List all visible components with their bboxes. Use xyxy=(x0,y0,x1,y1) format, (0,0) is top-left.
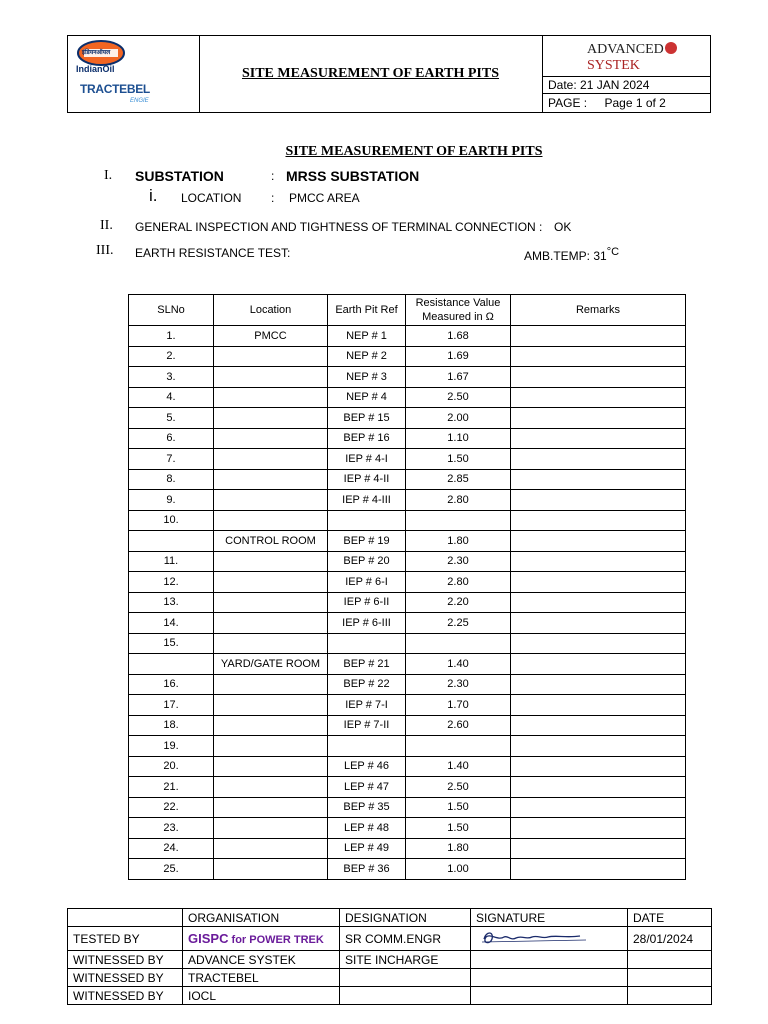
cell-slno: 14. xyxy=(129,613,214,634)
advanced-systek-logo xyxy=(587,42,710,74)
cell-pit-ref: BEP # 20 xyxy=(328,551,406,572)
cell-remarks xyxy=(511,654,686,675)
table-row xyxy=(129,592,686,613)
cell-remarks xyxy=(511,736,686,757)
cell-slno: 20. xyxy=(129,756,214,777)
cell-location xyxy=(214,592,328,613)
signoff-designation: SITE INCHARGE xyxy=(340,951,471,969)
cell-resistance: 1.50 xyxy=(406,797,511,818)
table-row xyxy=(129,818,686,839)
cell-pit-ref xyxy=(328,633,406,654)
table-row xyxy=(129,346,686,367)
cell-location: YARD/GATE ROOM xyxy=(214,654,328,675)
cell-remarks xyxy=(511,797,686,818)
signoff-date xyxy=(628,987,712,1005)
cell-remarks xyxy=(511,695,686,716)
location-label: LOCATION xyxy=(181,191,242,205)
cell-pit-ref: BEP # 35 xyxy=(328,797,406,818)
table-row xyxy=(129,715,686,736)
signoff-row xyxy=(68,969,712,987)
signoff-role: WITNESSED BY xyxy=(68,951,183,969)
table-row xyxy=(129,777,686,798)
cell-resistance xyxy=(406,633,511,654)
signoff-org xyxy=(183,927,340,951)
page-value: Page 1 of 2 xyxy=(604,96,666,110)
table-row xyxy=(129,408,686,429)
signoff-org: IOCL xyxy=(183,987,340,1005)
cell-remarks xyxy=(511,449,686,470)
cell-location xyxy=(214,572,328,593)
cell-remarks xyxy=(511,572,686,593)
cell-pit-ref: IEP # 4-II xyxy=(328,469,406,490)
cell-slno: 25. xyxy=(129,859,214,880)
table-row xyxy=(129,654,686,675)
cell-resistance: 1.80 xyxy=(406,838,511,859)
signoff-designation xyxy=(340,969,471,987)
table-row xyxy=(129,797,686,818)
cell-resistance: 2.25 xyxy=(406,613,511,634)
cell-slno: 10. xyxy=(129,510,214,531)
cell-remarks xyxy=(511,674,686,695)
table-row xyxy=(129,859,686,880)
cell-slno: 24. xyxy=(129,838,214,859)
signoff-signature xyxy=(471,969,628,987)
signoff-header-row xyxy=(68,909,712,927)
cell-location xyxy=(214,346,328,367)
section-ii-number: II. xyxy=(100,218,113,233)
signoff-org: TRACTEBEL xyxy=(183,969,340,987)
cell-resistance: 2.50 xyxy=(406,387,511,408)
cell-remarks xyxy=(511,859,686,880)
table-row xyxy=(129,633,686,654)
cell-pit-ref: IEP # 6-I xyxy=(328,572,406,593)
cell-slno: 5. xyxy=(129,408,214,429)
cell-pit-ref: LEP # 46 xyxy=(328,756,406,777)
cell-location xyxy=(214,469,328,490)
cell-slno: 17. xyxy=(129,695,214,716)
header-title-cell xyxy=(199,36,543,112)
cell-remarks xyxy=(511,490,686,511)
substation-colon: : xyxy=(271,169,275,183)
signature-icon xyxy=(476,927,596,947)
cell-location xyxy=(214,551,328,572)
signoff-org-main: GISPC xyxy=(188,931,229,946)
col-header-location: Location xyxy=(214,295,328,326)
signoff-signature xyxy=(471,927,628,951)
section-iii-number: III. xyxy=(96,243,114,258)
cell-location xyxy=(214,633,328,654)
cell-resistance: 2.20 xyxy=(406,592,511,613)
table-row xyxy=(129,736,686,757)
signoff-header-date: DATE xyxy=(628,909,712,927)
advanced-logo-text: ADVANCED xyxy=(587,42,664,57)
cell-slno: 6. xyxy=(129,428,214,449)
col-header-slno: SLNo xyxy=(129,295,214,326)
cell-pit-ref xyxy=(328,736,406,757)
cell-location xyxy=(214,818,328,839)
section-i-number: I. xyxy=(104,168,113,183)
cell-slno: 23. xyxy=(129,818,214,839)
signoff-designation: SR COMM.ENGR xyxy=(340,927,471,951)
header-title: SITE MEASUREMENT OF EARTH PITS xyxy=(241,66,499,81)
signoff-row xyxy=(68,951,712,969)
cell-resistance: 1.40 xyxy=(406,756,511,777)
signoff-role: TESTED BY xyxy=(68,927,183,951)
cell-remarks xyxy=(511,613,686,634)
table-header-row xyxy=(129,295,686,326)
cell-remarks xyxy=(511,428,686,449)
cell-slno: 12. xyxy=(129,572,214,593)
cell-location xyxy=(214,838,328,859)
amb-temp-value: AMB.TEMP: 31 xyxy=(524,249,607,263)
cell-slno: 7. xyxy=(129,449,214,470)
table-row xyxy=(129,387,686,408)
cell-location xyxy=(214,756,328,777)
table-row xyxy=(129,469,686,490)
cell-remarks xyxy=(511,715,686,736)
cell-location xyxy=(214,777,328,798)
col-header-pit-ref: Earth Pit Ref xyxy=(328,295,406,326)
table-row xyxy=(129,838,686,859)
col-header-resistance: Resistance Value Measured in Ω xyxy=(406,295,511,326)
cell-location xyxy=(214,387,328,408)
table-row xyxy=(129,449,686,470)
signoff-role: WITNESSED BY xyxy=(68,987,183,1005)
substation-value: MRSS SUBSTATION xyxy=(286,168,420,184)
amb-temp-unit: °C xyxy=(606,246,620,258)
cell-pit-ref: BEP # 21 xyxy=(328,654,406,675)
cell-location xyxy=(214,449,328,470)
cell-slno xyxy=(129,531,214,552)
cell-remarks xyxy=(511,756,686,777)
signoff-designation xyxy=(340,987,471,1005)
cell-location xyxy=(214,490,328,511)
signoff-date xyxy=(628,969,712,987)
table-row xyxy=(129,367,686,388)
cell-resistance: 1.80 xyxy=(406,531,511,552)
page-label: PAGE : xyxy=(548,96,588,110)
cell-location xyxy=(214,674,328,695)
cell-slno: 11. xyxy=(129,551,214,572)
cell-resistance: 1.40 xyxy=(406,654,511,675)
location-colon: : xyxy=(271,191,275,205)
earth-resistance-label: EARTH RESISTANCE TEST: xyxy=(135,246,291,260)
cell-location xyxy=(214,367,328,388)
cell-remarks xyxy=(511,510,686,531)
cell-pit-ref: NEP # 4 xyxy=(328,387,406,408)
earth-pit-table xyxy=(128,294,686,880)
signoff-date xyxy=(628,951,712,969)
cell-remarks xyxy=(511,346,686,367)
cell-pit-ref: LEP # 49 xyxy=(328,838,406,859)
cell-location xyxy=(214,510,328,531)
cell-resistance xyxy=(406,736,511,757)
signoff-row xyxy=(68,987,712,1005)
cell-location xyxy=(214,408,328,429)
cell-resistance: 2.85 xyxy=(406,469,511,490)
cell-pit-ref: BEP # 36 xyxy=(328,859,406,880)
cell-pit-ref: IEP # 7-II xyxy=(328,715,406,736)
cell-slno: 16. xyxy=(129,674,214,695)
cell-pit-ref xyxy=(328,510,406,531)
cell-resistance xyxy=(406,510,511,531)
signoff-header-designation: DESIGNATION xyxy=(340,909,471,927)
cell-slno: 9. xyxy=(129,490,214,511)
cell-resistance: 2.00 xyxy=(406,408,511,429)
cell-slno: 22. xyxy=(129,797,214,818)
cell-pit-ref: IEP # 4-III xyxy=(328,490,406,511)
cell-slno: 2. xyxy=(129,346,214,367)
cell-remarks xyxy=(511,387,686,408)
inspection-value: OK xyxy=(554,220,572,234)
cell-remarks xyxy=(511,408,686,429)
cell-remarks xyxy=(511,551,686,572)
cell-remarks xyxy=(511,633,686,654)
signoff-org-suffix: for POWER TREK xyxy=(228,934,324,946)
cell-resistance: 2.80 xyxy=(406,490,511,511)
cell-location xyxy=(214,736,328,757)
signoff-header-blank xyxy=(68,909,183,927)
cell-slno: 18. xyxy=(129,715,214,736)
subsection-i-number: i. xyxy=(149,186,158,205)
cell-pit-ref: LEP # 47 xyxy=(328,777,406,798)
cell-remarks xyxy=(511,818,686,839)
cell-resistance: 2.60 xyxy=(406,715,511,736)
cell-pit-ref: IEP # 6-III xyxy=(328,613,406,634)
table-row xyxy=(129,695,686,716)
signoff-header-signature: SIGNATURE xyxy=(471,909,628,927)
cell-pit-ref: NEP # 2 xyxy=(328,346,406,367)
cell-location: CONTROL ROOM xyxy=(214,531,328,552)
cell-resistance: 2.30 xyxy=(406,551,511,572)
cell-pit-ref: IEP # 6-II xyxy=(328,592,406,613)
signoff-date: 28/01/2024 xyxy=(628,927,712,951)
cell-resistance: 1.69 xyxy=(406,346,511,367)
col-header-remarks: Remarks xyxy=(511,295,686,326)
document-header xyxy=(67,35,711,113)
cell-pit-ref: NEP # 1 xyxy=(328,326,406,347)
cell-resistance: 1.50 xyxy=(406,818,511,839)
cell-remarks xyxy=(511,326,686,347)
cell-location xyxy=(214,715,328,736)
document-title: SITE MEASUREMENT OF EARTH PITS xyxy=(285,144,543,159)
cell-slno: 4. xyxy=(129,387,214,408)
cell-remarks xyxy=(511,777,686,798)
cell-slno: 21. xyxy=(129,777,214,798)
table-body xyxy=(129,326,686,880)
cell-resistance: 1.67 xyxy=(406,367,511,388)
cell-pit-ref: NEP # 3 xyxy=(328,367,406,388)
cell-pit-ref: BEP # 19 xyxy=(328,531,406,552)
table-row xyxy=(129,510,686,531)
cell-slno: 15. xyxy=(129,633,214,654)
tractebel-logo-text: TRACTEBEL xyxy=(80,82,150,96)
cell-remarks xyxy=(511,838,686,859)
signoff-signature xyxy=(471,987,628,1005)
contractor-logo-cell xyxy=(543,36,710,77)
cell-location xyxy=(214,695,328,716)
cell-location: PMCC xyxy=(214,326,328,347)
cell-location xyxy=(214,797,328,818)
cell-pit-ref: BEP # 22 xyxy=(328,674,406,695)
table-row xyxy=(129,490,686,511)
client-logos-cell xyxy=(68,36,200,112)
cell-slno: 13. xyxy=(129,592,214,613)
cell-resistance: 1.10 xyxy=(406,428,511,449)
cell-remarks xyxy=(511,531,686,552)
systek-logo-text: SYSTEK xyxy=(587,58,640,73)
indianoil-logo-text: IndianOil xyxy=(76,64,115,74)
logo-circle-icon xyxy=(665,42,677,54)
signoff-header-org: ORGANISATION xyxy=(183,909,340,927)
table-row xyxy=(129,613,686,634)
cell-resistance: 1.50 xyxy=(406,449,511,470)
cell-pit-ref: IEP # 4-I xyxy=(328,449,406,470)
cell-pit-ref: LEP # 48 xyxy=(328,818,406,839)
table-row xyxy=(129,756,686,777)
table-row xyxy=(129,674,686,695)
table-row xyxy=(129,572,686,593)
cell-slno: 1. xyxy=(129,326,214,347)
cell-resistance: 2.50 xyxy=(406,777,511,798)
signoff-signature xyxy=(471,951,628,969)
cell-slno xyxy=(129,654,214,675)
inspection-label: GENERAL INSPECTION AND TIGHTNESS OF TERMINAL CONNECTION : xyxy=(135,220,543,234)
table-row xyxy=(129,531,686,552)
cell-resistance: 2.30 xyxy=(406,674,511,695)
cell-location xyxy=(214,428,328,449)
cell-slno: 8. xyxy=(129,469,214,490)
signoff-org: ADVANCE SYSTEK xyxy=(183,951,340,969)
header-date: Date: 21 JAN 2024 xyxy=(543,76,710,94)
cell-resistance: 2.80 xyxy=(406,572,511,593)
location-value: PMCC AREA xyxy=(289,191,360,205)
substation-label: SUBSTATION xyxy=(135,168,224,184)
cell-remarks xyxy=(511,469,686,490)
cell-pit-ref: BEP # 16 xyxy=(328,428,406,449)
cell-slno: 19. xyxy=(129,736,214,757)
signoff-role: WITNESSED BY xyxy=(68,969,183,987)
header-page xyxy=(543,95,710,112)
cell-resistance: 1.68 xyxy=(406,326,511,347)
cell-pit-ref: BEP # 15 xyxy=(328,408,406,429)
engie-logo-text: ENGIE xyxy=(130,98,149,104)
signoff-table xyxy=(67,908,712,1005)
cell-location xyxy=(214,613,328,634)
amb-temp xyxy=(524,246,619,263)
cell-pit-ref: IEP # 7-I xyxy=(328,695,406,716)
cell-resistance: 1.00 xyxy=(406,859,511,880)
cell-remarks xyxy=(511,367,686,388)
table-row xyxy=(129,428,686,449)
signoff-row xyxy=(68,927,712,951)
indianoil-hindi-text: इंडियनऑयल xyxy=(82,50,111,56)
cell-location xyxy=(214,859,328,880)
cell-resistance: 1.70 xyxy=(406,695,511,716)
table-row xyxy=(129,551,686,572)
cell-slno: 3. xyxy=(129,367,214,388)
cell-remarks xyxy=(511,592,686,613)
table-row xyxy=(129,326,686,347)
